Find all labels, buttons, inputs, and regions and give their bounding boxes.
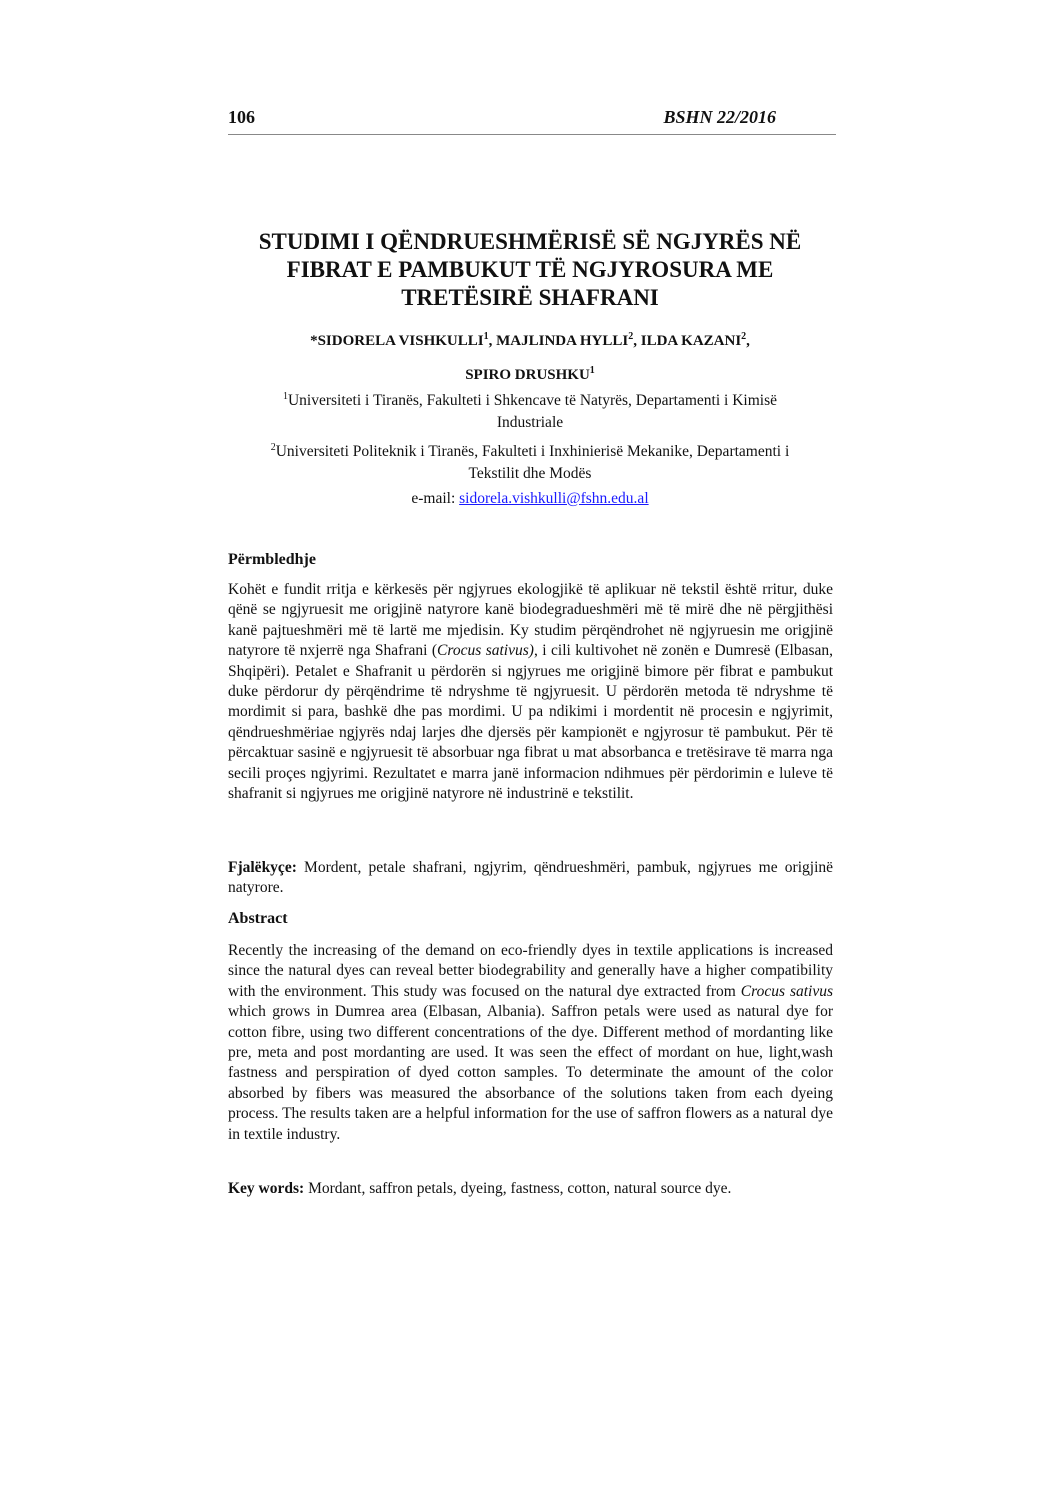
paper-title <box>200 228 860 312</box>
author-name: *SIDORELA VISHKULLI <box>310 333 484 349</box>
contact-email <box>210 488 850 510</box>
affiliation-text: Universiteti i Tiranës, Fakulteti i Shkencave të Natyrës, Departamenti i Kimisë <box>287 392 777 410</box>
affiliation-text: Tekstilit dhe Modës <box>468 465 592 483</box>
section-heading-permbledhje: Përmbledhje <box>228 551 316 568</box>
author-affil-mark: 2 <box>628 331 634 342</box>
keywords-english <box>228 1179 833 1199</box>
journal-name: BSHN 22/2016 <box>663 107 776 127</box>
title-line: TRETËSIRË SHAFRANI <box>401 285 659 310</box>
author-affil-mark: 2 <box>741 331 747 342</box>
keywords-text: Mordant, saffron petals, dyeing, fastness, cotton, natural source dye. <box>304 1180 732 1197</box>
author-name: MAJLINDA HYLLI <box>496 333 629 349</box>
title-line: FIBRAT E PAMBUKUT TË NGJYROSURA ME <box>286 257 774 282</box>
author-line: *SIDORELA VISHKULLI$^1$, MAJLINDA HYLLI$^2$, ILDA KAZANI$^2$, <box>310 331 750 349</box>
keywords-text: Mordent, petale shafrani, ngjyrim, qëndrueshmëri, pambuk, ngjyrues me origjinë natyrore. <box>228 859 833 897</box>
email-label: e-mail: <box>411 490 456 507</box>
affiliation <box>210 437 850 485</box>
affiliation-text: Universiteti Politeknik i Tiranës, Fakulteti i Inxhinierisë Mekanike, Departamenti i <box>275 443 790 461</box>
author-name: ILDA KAZANI <box>640 333 742 349</box>
affiliation-text: Industriale <box>496 414 564 432</box>
abstract-english: Recently the increasing of the demand on eco-friendly dyes in textile applications is increased since the natural dyes can reveal better biodegrability and generally have a higher compatibility with the environment. This study was focused on the natural dye extracted from Crocus sativus which grows in Dumrea area (Elbasan, Albania). Saffron petals were used as natural dye for cotton fibre, using two different concentrations of the dye. Different method of mordanting like pre, meta and post mordanting are used. It was seen the effect of mordant on hue, light,wash fastness and perspiration of dyed cotton samples. To determinate the amount of the color absorbed by fibers was measured the absorbance of the solutions taken from each dyeing process. The results taken are a helpful information for the use of saffron flowers as a natural dye in textile industry. <box>228 942 833 1143</box>
section-heading-abstract: Abstract <box>228 910 288 927</box>
affiliation <box>210 386 850 434</box>
affiliation-mark: 1 <box>282 391 288 402</box>
keywords-label: Key words: <box>228 1180 305 1197</box>
abstract-albanian: Kohët e fundit rritja e kërkesës për ngjyrues ekologjikë të aplikuar në tekstil është rritur, duke qënë se ngjyruesit me origjinë natyrore kanë biodegradueshmëri më të mirë dhe në përgjithësi kanë pajtueshmëri më të lartë me mjedisin. Ky studim përqëndrohet në ngjyruesin me origjinë natyrore të nxjerrë nga Shafrani (Crocus sativus), i cili kultivohet në zonën e Dumresë (Elbasan, Shqipëri). Petalet e Shafranit u përdorën si ngjyrues me origjinë bimore për fibrat e pambukut duke përdorur dy përqëndrime të ndryshme të ngjyruesit. U përdorën metoda të ndryshme të mordimit si para, bashkë dhe pas mordimi. U pa ndikimi i mordentit në procesin e ngjyrimit, qëndrueshmëriae ngjyrës ndaj larjes dhe djersës për kampionët e ngjyrosur të pambukut. Për të përcaktuar sasinë e ngjyruesit të absorbuar nga fibrat u mat absorbanca e tretësirave të marra nga secili proçes ngjyrimi. Rezultatet e marra janë informacion ndihmues për përdorimin e luleve të shafranit si ngjyrues me origjinë natyrore në industrinë e tekstilit. <box>228 581 833 803</box>
author-affil-mark: 1 <box>483 331 489 342</box>
species-name: Crocus sativus <box>740 982 833 1000</box>
species-name: Crocus sativus) <box>437 642 534 660</box>
title-line: STUDIMI I QËNDRUESHMËRISË SË NGJYRËS NË <box>258 229 802 254</box>
keywords-albanian <box>228 858 833 899</box>
author-list <box>200 322 860 390</box>
email-link[interactable]: sidorela.vishkulli@fshn.edu.al <box>459 490 649 507</box>
author-line <box>200 356 860 390</box>
page-number: 106 <box>228 107 255 127</box>
author-affil-mark: 1 <box>589 365 595 376</box>
keywords-label: Fjalëkyçe: <box>228 859 297 876</box>
header-divider <box>228 134 836 135</box>
affiliation-mark: 2 <box>270 442 276 453</box>
author-name: SPIRO DRUSHKU <box>465 367 590 383</box>
